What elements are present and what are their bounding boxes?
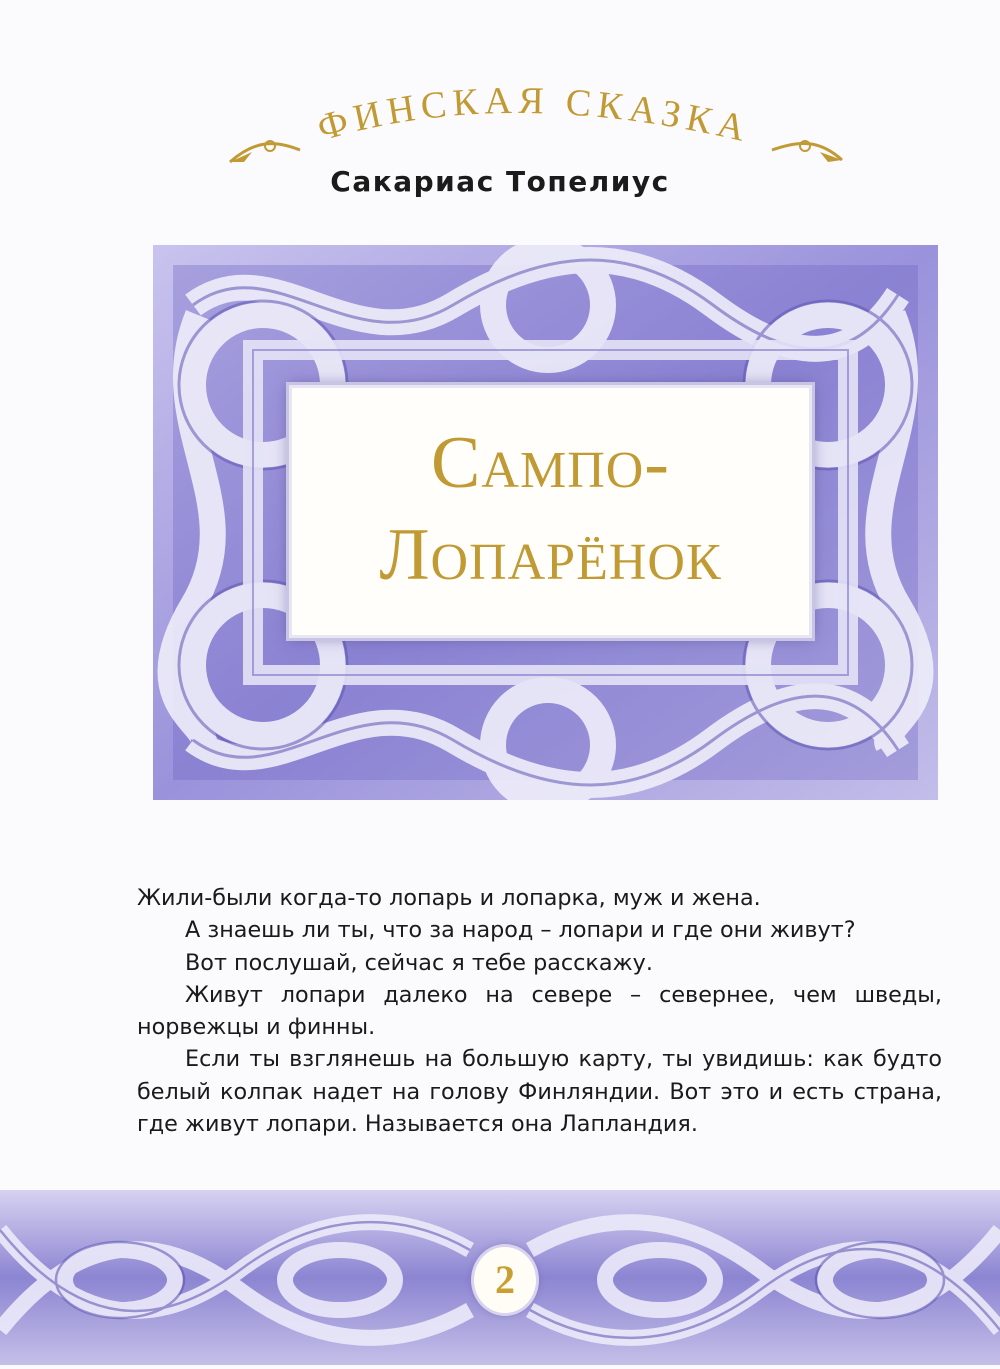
paragraph: Живут лопари далеко на севере – севернее, чем шведы, норвежцы и финны. [137, 981, 942, 1041]
story-title-line-2: Лопарёнок [379, 514, 722, 596]
genre-heading: ФИНСКАЯ СКАЗКА [312, 79, 756, 152]
paragraph: А знаешь ли ты, что за народ – лопари и где они живут? [185, 917, 856, 944]
title-illustration [153, 245, 938, 800]
genre-heading-ornament [0, 70, 1000, 170]
paragraph: Если ты взглянешь на большую карту, ты увидишь: как будто белый колпак надет на голову Финляндии. Вот это и есть страна, где живут лопари. Называется она Лапландия. [137, 1046, 942, 1138]
right-flourish-icon [772, 141, 842, 162]
page-header [0, 70, 1000, 210]
paragraph: Жили-были когда-то лопарь и лопарка, муж и жена. [137, 885, 761, 911]
title-panel [289, 385, 812, 638]
left-flourish-icon [230, 141, 300, 162]
paragraph: Вот послушай, сейчас я тебе расскажу. [185, 949, 653, 976]
story-title-line-1: Сампо- [431, 422, 670, 504]
page-number-badge [474, 1247, 536, 1313]
story-body [137, 882, 942, 1140]
author-name: Сакариас Топелиус [330, 165, 670, 198]
page-number: 2 [495, 1257, 515, 1302]
svg-text:ФИНСКАЯ СКАЗКА [313, 80, 755, 151]
